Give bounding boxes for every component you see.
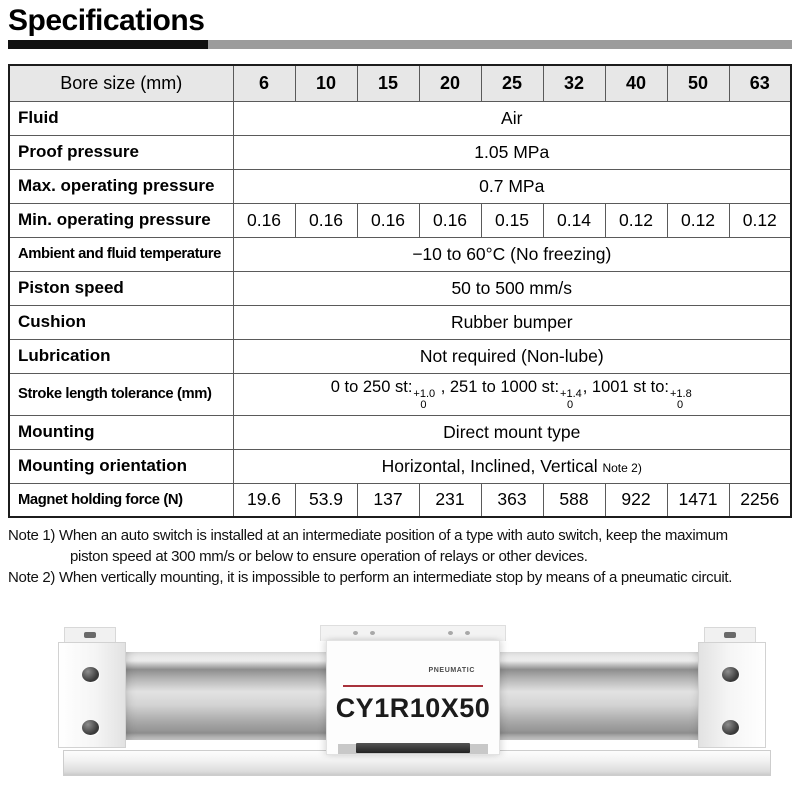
table-row-max-operating-pressure — [9, 169, 791, 203]
product-figure — [8, 592, 792, 797]
table-row-mounting-orientation — [9, 449, 791, 483]
port-hole-icon — [82, 667, 99, 682]
row-value-cushion: Rubber bumper — [233, 305, 791, 339]
table-row-mounting — [9, 415, 791, 449]
port-hole-icon — [82, 720, 99, 735]
row-label-max-operating-pressure: Max. operating pressure — [9, 169, 233, 203]
mount-hole-dot — [448, 631, 453, 635]
row-label-magnet-holding-force: Magnet holding force (N) — [9, 483, 233, 517]
label-red-line — [343, 685, 483, 687]
row-label-ambient-temperature: Ambient and fluid temperature — [9, 237, 233, 271]
table-header-row — [9, 65, 791, 101]
min-op-cell: 0.12 — [667, 203, 729, 237]
row-value-mounting: Direct mount type — [233, 415, 791, 449]
row-label-proof-pressure: Proof pressure — [9, 135, 233, 169]
title-underline-black — [8, 40, 208, 49]
magnet-force-cell: 231 — [419, 483, 481, 517]
bore-col-63: 63 — [729, 65, 791, 101]
table-row-min-operating-pressure — [9, 203, 791, 237]
magnet-force-cell: 2256 — [729, 483, 791, 517]
table-row-proof-pressure — [9, 135, 791, 169]
mount-hole-dot — [465, 631, 470, 635]
row-value-max-operating-pressure: 0.7 MPa — [233, 169, 791, 203]
footnotes — [8, 525, 792, 588]
row-label-piston-speed: Piston speed — [9, 271, 233, 305]
note2-reference: Note 2) — [602, 460, 642, 475]
magnet-force-cell: 53.9 — [295, 483, 357, 517]
stroke-tol-seg2: , 251 to 1000 st: — [436, 377, 560, 396]
magnet-force-cell: 363 — [481, 483, 543, 517]
magnet-force-cell: 922 — [605, 483, 667, 517]
row-label-stroke-tolerance: Stroke length tolerance (mm) — [9, 373, 233, 415]
min-op-cell: 0.16 — [233, 203, 295, 237]
model-number-label: CY1R10X50 — [335, 693, 491, 723]
left-cap-slot — [84, 632, 96, 638]
mount-hole-dot — [353, 631, 358, 635]
page-title: Specifications — [8, 4, 205, 37]
min-op-cell: 0.16 — [357, 203, 419, 237]
bore-size-header: Bore size (mm) — [9, 65, 233, 101]
stroke-tol-frac1: +1.0 0 — [413, 387, 436, 411]
row-label-mounting-orientation: Mounting orientation — [9, 449, 233, 483]
magnet-force-cell: 588 — [543, 483, 605, 517]
stroke-tol-seg3: , 1001 st to: — [582, 377, 669, 396]
table-row-magnet-holding-force — [9, 483, 791, 517]
bore-col-32: 32 — [543, 65, 605, 101]
row-label-cushion: Cushion — [9, 305, 233, 339]
row-label-min-operating-pressure: Min. operating pressure — [9, 203, 233, 237]
stroke-tol-seg1: 0 to 250 st: — [330, 377, 413, 396]
brand-label: PNEUMATIC — [428, 667, 475, 674]
magnet-force-cell: 137 — [357, 483, 419, 517]
table-row-lubrication — [9, 339, 791, 373]
bore-col-40: 40 — [605, 65, 667, 101]
title-underline-gray — [208, 40, 792, 49]
port-hole-icon — [722, 720, 739, 735]
min-op-cell: 0.12 — [605, 203, 667, 237]
magnet-force-cell: 1471 — [667, 483, 729, 517]
min-op-cell: 0.16 — [419, 203, 481, 237]
min-op-cell: 0.16 — [295, 203, 357, 237]
table-row-piston-speed — [9, 271, 791, 305]
row-value-proof-pressure: 1.05 MPa — [233, 135, 791, 169]
row-value-stroke-tolerance — [233, 373, 791, 415]
table-row-fluid — [9, 101, 791, 135]
row-value-mounting-orientation — [233, 449, 791, 483]
carriage-top-cap — [320, 625, 506, 641]
note1-line2: piston speed at 300 mm/s or below to ensure operation of relays or other devices. — [70, 548, 588, 565]
min-op-cell: 0.15 — [481, 203, 543, 237]
row-label-fluid: Fluid — [9, 101, 233, 135]
title-underline — [8, 40, 792, 49]
note2-label: Note 2) — [8, 569, 56, 586]
bore-col-6: 6 — [233, 65, 295, 101]
port-hole-icon — [722, 667, 739, 682]
right-cap-slot — [724, 632, 736, 638]
min-op-cell: 0.12 — [729, 203, 791, 237]
row-value-ambient-temperature: −10 to 60°C (No freezing) — [233, 237, 791, 271]
mounting-orientation-text: Horizontal, Inclined, Vertical — [381, 455, 603, 476]
carriage-dark-slot — [356, 743, 470, 753]
bore-col-15: 15 — [357, 65, 419, 101]
bore-col-10: 10 — [295, 65, 357, 101]
min-op-cell: 0.14 — [543, 203, 605, 237]
row-label-mounting: Mounting — [9, 415, 233, 449]
magnet-force-cell: 19.6 — [233, 483, 295, 517]
bore-col-25: 25 — [481, 65, 543, 101]
row-label-lubrication: Lubrication — [9, 339, 233, 373]
bore-col-50: 50 — [667, 65, 729, 101]
stroke-tol-frac3: +1.8 0 — [670, 387, 692, 411]
mount-hole-dot — [370, 631, 375, 635]
note2-text: When vertically mounting, it is impossible to perform an intermediate stop by means of a pneumatic circuit. — [55, 569, 733, 586]
note2-line — [8, 567, 792, 588]
table-row-ambient-temperature — [9, 237, 791, 271]
note1-text-part1: When an auto switch is installed at an intermediate position of a type with auto switch, keep the maximum — [55, 527, 728, 544]
table-row-stroke-tolerance — [9, 373, 791, 415]
specifications-table — [8, 64, 792, 518]
row-value-piston-speed: 50 to 500 mm/s — [233, 271, 791, 305]
table-row-cushion — [9, 305, 791, 339]
stroke-tol-frac2: +1.4 0 — [560, 387, 582, 411]
row-value-lubrication: Not required (Non-lube) — [233, 339, 791, 373]
bore-col-20: 20 — [419, 65, 481, 101]
note1-line1 — [8, 525, 792, 546]
slider-carriage — [326, 640, 500, 755]
row-value-fluid: Air — [233, 101, 791, 135]
note1-label: Note 1) — [8, 527, 56, 544]
